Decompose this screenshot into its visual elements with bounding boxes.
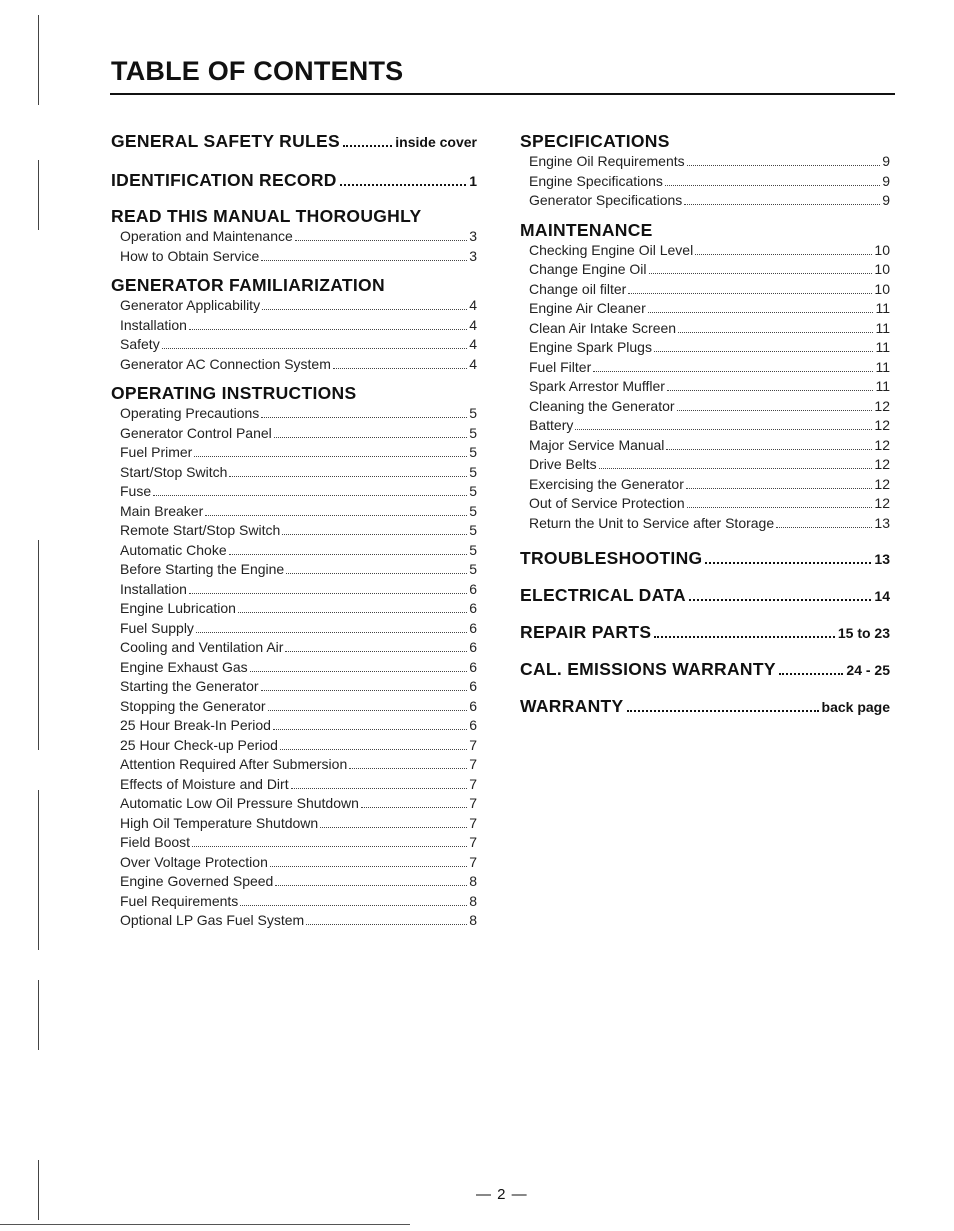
section-heading[interactable] [520, 695, 890, 718]
dot-leader [677, 410, 873, 411]
toc-entry-page: 12 [874, 397, 890, 414]
dot-leader [687, 507, 873, 508]
toc-entry-label: Checking Engine Oil Level [529, 241, 694, 258]
toc-section [111, 130, 477, 153]
toc-entry-label: Change oil filter [529, 280, 627, 297]
toc-entry-page: 5 [469, 463, 477, 480]
toc-entry-label: Out of Service Protection [529, 495, 685, 511]
toc-entry-label: Stopping the Generator [120, 697, 266, 714]
toc-entry[interactable] [120, 833, 477, 853]
toc-entry-page: 7 [469, 814, 477, 831]
dot-leader [153, 495, 467, 496]
toc-entry-label: Spark Arrestor Muffler [529, 378, 665, 394]
section-heading[interactable] [520, 219, 890, 241]
dot-leader [779, 673, 844, 675]
margin-line [38, 1160, 39, 1220]
toc-entry-page: 6 [469, 580, 477, 597]
dot-leader [654, 351, 873, 352]
section-heading-label: GENERAL SAFETY RULES [111, 131, 340, 151]
dot-leader [189, 329, 467, 330]
toc-entry-label: Generator AC Connection System [120, 355, 331, 372]
toc-entry-page: 4 [469, 336, 477, 352]
toc-entry[interactable] [120, 599, 477, 619]
dot-leader [274, 437, 467, 438]
toc-entry-page: 12 [874, 456, 890, 472]
dot-leader [684, 204, 880, 205]
toc-entry-label: Automatic Low Oil Pressure Shutdown [120, 795, 359, 811]
dot-leader [192, 846, 467, 847]
toc-entry-label: Installation [120, 316, 187, 333]
dot-leader [349, 768, 467, 769]
toc-entry-page: 5 [469, 522, 477, 538]
dot-leader [665, 185, 880, 186]
toc-section [520, 621, 890, 644]
dot-leader [268, 710, 468, 711]
dot-leader [667, 390, 874, 391]
toc-entry[interactable] [120, 658, 477, 678]
section-page-ref: 24 - 25 [846, 662, 890, 678]
toc-entry[interactable] [120, 316, 477, 336]
toc-entry[interactable] [120, 247, 477, 267]
toc-entry-page: 7 [469, 775, 477, 792]
dot-leader [280, 749, 467, 750]
section-page-ref: 15 to 23 [837, 625, 890, 641]
toc-left-column [111, 130, 477, 931]
toc-entry[interactable] [529, 152, 890, 172]
toc-entry-page: 4 [469, 297, 477, 313]
dot-leader [295, 240, 467, 241]
margin-line [38, 15, 39, 105]
dot-leader [343, 145, 392, 147]
margin-line [38, 790, 39, 950]
toc-entry[interactable] [529, 319, 890, 339]
toc-entry-label: Cleaning the Generator [529, 397, 675, 414]
dot-leader [320, 827, 467, 828]
toc-entry-page: 8 [469, 912, 477, 928]
section-heading[interactable] [520, 130, 890, 152]
dot-leader [705, 562, 871, 564]
toc-entry[interactable] [120, 814, 477, 834]
section-heading-label: OPERATING INSTRUCTIONS [111, 383, 357, 403]
toc-entry-label: Optional LP Gas Fuel System [120, 912, 305, 928]
toc-entry-label: Generator Applicability [120, 297, 261, 313]
toc-entry[interactable] [120, 335, 477, 355]
section-heading-label: ELECTRICAL DATA [520, 585, 686, 605]
section-page-ref: inside cover [395, 134, 477, 150]
toc-entry[interactable] [120, 560, 477, 580]
page-title: TABLE OF CONTENTS [111, 56, 404, 86]
toc-entry[interactable] [529, 241, 890, 261]
toc-section [520, 658, 890, 681]
toc-entry-label: Fuel Requirements [120, 892, 239, 909]
dot-leader [689, 599, 872, 601]
toc-entry-page: 12 [874, 475, 890, 492]
toc-entry[interactable] [120, 502, 477, 522]
toc-entry[interactable] [120, 853, 477, 873]
toc-entry[interactable] [120, 911, 477, 931]
toc-entry-page: 5 [469, 405, 477, 421]
dot-leader [291, 788, 468, 789]
toc-entry-label: Main Breaker [120, 502, 204, 519]
dot-leader [776, 527, 872, 528]
toc-entry[interactable] [120, 463, 477, 483]
margin-line [38, 980, 39, 1050]
toc-entry[interactable] [529, 397, 890, 417]
dot-leader [686, 488, 873, 489]
dot-leader [273, 729, 467, 730]
toc-entry-page: 8 [469, 873, 477, 889]
toc-entry-label: Engine Air Cleaner [529, 300, 646, 316]
toc-entry-label: Generator Specifications [529, 192, 683, 208]
dot-leader [261, 260, 467, 261]
toc-entry-label: Engine Spark Plugs [529, 339, 652, 355]
toc-entry-page: 12 [874, 417, 890, 433]
toc-entry-label: Over Voltage Protection [120, 853, 268, 870]
toc-entry[interactable] [529, 191, 890, 211]
dot-leader [196, 632, 467, 633]
section-heading-label: CAL. EMISSIONS WARRANTY [520, 659, 776, 679]
entry-list [520, 241, 890, 534]
toc-entry-label: Fuel Supply [120, 619, 194, 636]
toc-entry-page: 9 [882, 192, 890, 208]
dot-leader [593, 371, 873, 372]
toc-section [520, 130, 890, 211]
toc-entry-label: Operating Precautions [120, 405, 260, 421]
toc-entry-page: 7 [469, 853, 477, 870]
toc-entry-page: 5 [469, 424, 477, 441]
entry-list [111, 296, 477, 374]
toc-entry[interactable] [120, 482, 477, 502]
toc-entry-page: 10 [874, 261, 890, 277]
toc-entry[interactable] [120, 677, 477, 697]
toc-entry[interactable] [120, 892, 477, 912]
toc-entry-label: Battery [529, 417, 574, 433]
toc-entry-label: Installation [120, 580, 187, 597]
entry-list [111, 404, 477, 931]
toc-entry-label: Drive Belts [529, 456, 597, 472]
section-heading-label: REPAIR PARTS [520, 622, 652, 642]
section-page-ref: 14 [874, 588, 890, 604]
dot-leader [333, 368, 467, 369]
dot-leader [229, 476, 467, 477]
toc-entry-page: 6 [469, 619, 477, 636]
toc-entry[interactable] [529, 494, 890, 514]
dot-leader [240, 905, 467, 906]
toc-section [111, 382, 477, 931]
toc-entry-page: 6 [469, 717, 477, 733]
toc-entry-label: Attention Required After Submersion [120, 756, 348, 772]
toc-entry-label: 25 Hour Check-up Period [120, 736, 278, 753]
dot-leader [270, 866, 467, 867]
toc-entry[interactable] [120, 697, 477, 717]
section-heading[interactable] [520, 584, 890, 607]
toc-entry-label: Fuel Primer [120, 444, 193, 460]
dot-leader [361, 807, 467, 808]
toc-entry-label: Major Service Manual [529, 436, 665, 453]
dot-leader [282, 534, 467, 535]
dot-leader [189, 593, 467, 594]
toc-section [520, 547, 890, 570]
toc-entry-page: 12 [874, 495, 890, 511]
toc-entry-page: 5 [469, 561, 477, 577]
section-page-ref: 13 [874, 551, 890, 567]
toc-entry[interactable] [120, 736, 477, 756]
entry-list [520, 152, 890, 211]
toc-entry-label: Exercising the Generator [529, 475, 684, 492]
toc-entry[interactable] [529, 172, 890, 192]
margin-line [38, 160, 39, 230]
toc-entry-page: 7 [469, 795, 477, 811]
toc-entry-label: Safety [120, 336, 160, 352]
toc-entry-label: Operation and Maintenance [120, 228, 293, 244]
dot-leader [678, 332, 873, 333]
toc-entry-page: 4 [469, 355, 477, 372]
section-heading[interactable] [111, 274, 477, 296]
toc-entry[interactable] [529, 475, 890, 495]
toc-entry-page: 10 [874, 241, 890, 258]
toc-entry[interactable] [529, 455, 890, 475]
dot-leader [599, 468, 873, 469]
toc-entry-label: Generator Control Panel [120, 424, 272, 441]
toc-entry[interactable] [120, 404, 477, 424]
toc-entry[interactable] [529, 338, 890, 358]
toc-entry-page: 7 [469, 756, 477, 772]
toc-entry-page: 5 [469, 502, 477, 519]
dot-leader [695, 254, 872, 255]
toc-entry-label: Before Starting the Engine [120, 561, 285, 577]
dot-leader [649, 273, 873, 274]
section-heading[interactable] [520, 658, 890, 681]
toc-right-column [520, 130, 890, 718]
toc-entry[interactable] [529, 299, 890, 319]
dot-leader [340, 184, 467, 186]
section-heading-label: GENERATOR FAMILIARIZATION [111, 275, 385, 295]
section-heading-label: WARRANTY [520, 696, 624, 716]
toc-entry[interactable] [120, 296, 477, 316]
section-page-ref: back page [821, 699, 890, 715]
toc-entry[interactable] [120, 755, 477, 775]
dot-leader [654, 636, 835, 638]
toc-entry[interactable] [529, 358, 890, 378]
toc-entry[interactable] [120, 775, 477, 795]
toc-entry-page: 10 [874, 280, 890, 297]
toc-entry-label: Clean Air Intake Screen [529, 319, 677, 336]
dot-leader [575, 429, 872, 430]
toc-entry-label: Effects of Moisture and Dirt [120, 775, 289, 792]
toc-entry-label: 25 Hour Break-In Period [120, 717, 271, 733]
toc-entry-page: 5 [469, 444, 477, 460]
section-heading[interactable] [520, 547, 890, 570]
dot-leader [229, 554, 468, 555]
toc-entry-label: Fuse [120, 483, 152, 499]
toc-entry[interactable] [120, 638, 477, 658]
toc-entry-page: 6 [469, 639, 477, 655]
section-heading-label: IDENTIFICATION RECORD [111, 170, 337, 190]
toc-entry-page: 3 [469, 228, 477, 244]
dot-leader [162, 348, 468, 349]
toc-entry-label: Start/Stop Switch [120, 463, 228, 480]
toc-entry-page: 8 [469, 892, 477, 909]
toc-entry-label: Return the Unit to Service after Storage [529, 514, 775, 531]
toc-entry[interactable] [120, 227, 477, 247]
toc-entry-label: How to Obtain Service [120, 247, 260, 264]
toc-entry[interactable] [120, 619, 477, 639]
toc-entry-page: 11 [875, 319, 890, 336]
toc-entry[interactable] [529, 436, 890, 456]
toc-entry-page: 12 [874, 436, 890, 453]
dot-leader [628, 293, 872, 294]
toc-entry-page: 4 [469, 316, 477, 333]
toc-entry[interactable] [120, 580, 477, 600]
dot-leader [666, 449, 872, 450]
toc-section [520, 219, 890, 534]
toc-entry[interactable] [529, 514, 890, 534]
toc-entry-page: 6 [469, 697, 477, 714]
toc-entry-page: 7 [469, 736, 477, 753]
dot-leader [285, 651, 467, 652]
toc-entry-label: Cooling and Ventilation Air [120, 639, 284, 655]
toc-entry[interactable] [120, 355, 477, 375]
section-heading-label: READ THIS MANUAL THOROUGHLY [111, 206, 422, 226]
toc-entry-page: 6 [469, 678, 477, 694]
dot-leader [261, 690, 468, 691]
toc-entry-page: 5 [469, 483, 477, 499]
section-heading-label: MAINTENANCE [520, 219, 653, 240]
toc-entry-page: 5 [469, 541, 477, 558]
toc-entry-label: Engine Exhaust Gas [120, 658, 248, 675]
section-heading-label: TROUBLESHOOTING [520, 548, 703, 568]
toc-entry-page: 6 [469, 600, 477, 616]
toc-entry-label: Starting the Generator [120, 678, 259, 694]
dot-leader [648, 312, 874, 313]
toc-entry-label: Automatic Choke [120, 541, 227, 558]
toc-entry-page: 11 [875, 339, 890, 355]
section-heading[interactable] [111, 205, 477, 227]
toc-entry[interactable] [120, 521, 477, 541]
entry-list [111, 227, 477, 266]
toc-entry-page: 11 [875, 378, 890, 394]
toc-section [111, 274, 477, 374]
dot-leader [238, 612, 467, 613]
toc-section [520, 695, 890, 718]
toc-entry-label: Remote Start/Stop Switch [120, 522, 281, 538]
dot-leader [286, 573, 467, 574]
toc-entry-label: Engine Governed Speed [120, 873, 274, 889]
toc-entry[interactable] [529, 280, 890, 300]
toc-entry-label: Engine Oil Requirements [529, 153, 685, 169]
dot-leader [306, 924, 467, 925]
page-number: — 2 — [476, 1186, 528, 1203]
toc-section [111, 169, 477, 192]
section-heading[interactable] [520, 621, 890, 644]
toc-entry-label: Engine Lubrication [120, 600, 236, 616]
toc-entry[interactable] [120, 872, 477, 892]
toc-entry-page: 3 [469, 247, 477, 264]
toc-section [520, 584, 890, 607]
toc-entry-page: 9 [882, 172, 890, 189]
toc-entry-page: 11 [875, 358, 890, 375]
dot-leader [194, 456, 467, 457]
toc-entry[interactable] [120, 443, 477, 463]
toc-entry-page: 9 [882, 153, 890, 169]
dot-leader [627, 710, 819, 712]
toc-entry[interactable] [529, 416, 890, 436]
title-rule [110, 93, 895, 95]
section-heading[interactable] [111, 130, 477, 153]
dot-leader [262, 309, 467, 310]
dot-leader [205, 515, 467, 516]
toc-entry-page: 7 [469, 834, 477, 850]
toc-entry[interactable] [120, 716, 477, 736]
section-page-ref: 1 [469, 173, 477, 189]
dot-leader [261, 417, 467, 418]
dot-leader [687, 165, 881, 166]
toc-entry-page: 13 [874, 514, 890, 531]
toc-section [111, 205, 477, 266]
toc-entry[interactable] [120, 424, 477, 444]
toc-entry-label: Engine Specifications [529, 172, 663, 189]
toc-entry-label: Change Engine Oil [529, 261, 647, 277]
toc-entry[interactable] [120, 794, 477, 814]
margin-line [38, 540, 39, 750]
toc-entry[interactable] [120, 541, 477, 561]
section-heading[interactable] [111, 382, 477, 404]
toc-entry[interactable] [529, 260, 890, 280]
toc-entry[interactable] [529, 377, 890, 397]
dot-leader [250, 671, 468, 672]
toc-entry-label: Fuel Filter [529, 358, 592, 375]
toc-entry-page: 6 [469, 658, 477, 675]
toc-entry-label: Field Boost [120, 834, 191, 850]
dot-leader [275, 885, 467, 886]
toc-entry-page: 11 [875, 300, 890, 316]
toc-entry-label: High Oil Temperature Shutdown [120, 814, 319, 831]
section-heading-label: SPECIFICATIONS [520, 131, 670, 151]
bottom-rule [0, 1224, 410, 1225]
section-heading[interactable] [111, 169, 477, 192]
